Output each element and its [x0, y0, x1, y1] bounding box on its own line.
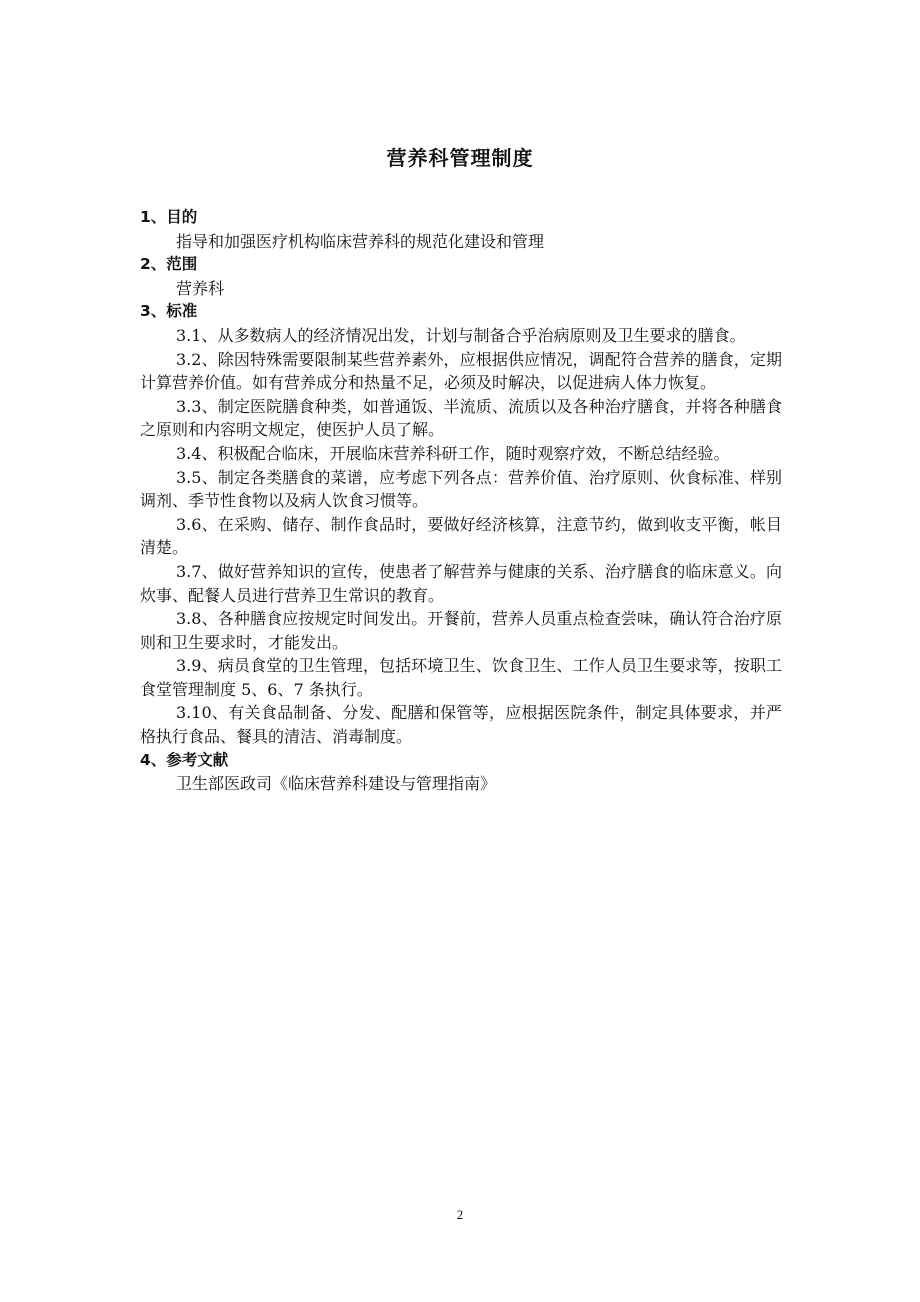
- section-paragraph: 营养科: [176, 278, 225, 298]
- page-number: 2: [456, 1207, 464, 1222]
- section-standards: [140, 300, 782, 748]
- reference-item: 卫生部医政司《临床营养科建设与管理指南》: [176, 774, 497, 794]
- clause-3-7: 3.7、做好营养知识的宣传，使患者了解营养与健康的关系、治疗膳食的临床意义。向炊事、配餐人员进行营养卫生常识的教育。: [140, 561, 782, 605]
- clause-3-10: 3.10、有关食品制备、分发、配膳和保管等，应根据医院条件，制定具体要求，并严格执行食品、餐具的清洁、消毒制度。: [140, 703, 782, 747]
- clause-3-8: 3.8、各种膳食应按规定时间发出。开餐前，营养人员重点检查尝味，确认符合治疗原则和卫生要求时，才能发出。: [140, 609, 782, 652]
- section-paragraph: 指导和加强医疗机构临床营养科的规范化建设和管理: [176, 231, 545, 251]
- section-heading: 1、目的: [140, 208, 198, 226]
- clause-3-9: 3.9、病员食堂的卫生管理，包括环境卫生、饮食卫生、工作人员卫生要求等，按职工食堂管理制度 5、6、7 条执行。: [140, 656, 782, 699]
- section-scope: [140, 253, 782, 300]
- section-heading: 4、参考文献: [140, 750, 229, 769]
- clause-3-3: 3.3、制定医院膳食种类，如普通饭、半流质、流质以及各种治疗膳食，并将各种膳食之原则和内容明文规定，使医护人员了解。: [140, 396, 782, 440]
- clause-3-1: 3.1、从多数病人的经济情况出发，计划与制备合乎治病原则及卫生要求的膳食。: [176, 325, 746, 345]
- document-body: [140, 206, 782, 796]
- clause-3-2: 3.2、除因特殊需要限制某些营养素外，应根据供应情况，调配符合营养的膳食，定期计算营养价值。如有营养成分和热量不足，必须及时解决，以促进病人体力恢复。: [140, 349, 782, 393]
- clause-3-6: 3.6、在采购、储存、制作食品时，要做好经济核算，注意节约，做到收支平衡，帐目清楚。: [140, 514, 782, 558]
- section-purpose: [140, 206, 782, 253]
- document-title: 营养科管理制度: [386, 146, 534, 170]
- clause-3-4: 3.4、积极配合临床，开展临床营养科研工作，随时观察疗效，不断总结经验。: [176, 443, 730, 463]
- section-references: [140, 749, 782, 796]
- section-heading: 3、标准: [140, 302, 198, 321]
- section-heading: 2、范围: [140, 255, 198, 274]
- clause-3-5: 3.5、制定各类膳食的菜谱，应考虑下列各点：营养价值、治疗原则、伙食标准、样别调剂、季节性食物以及病人饮食习惯等。: [140, 467, 782, 511]
